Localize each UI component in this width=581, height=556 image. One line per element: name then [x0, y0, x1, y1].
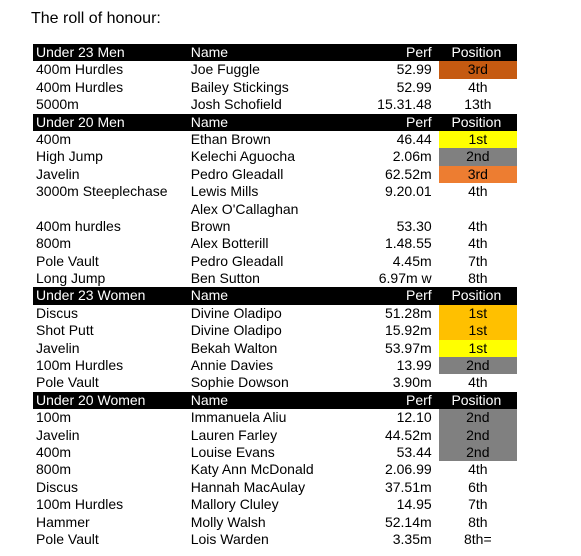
table-row [33, 183, 517, 200]
table-row [33, 461, 517, 478]
athlete-name-cell: Immanuela Aliu [190, 409, 287, 426]
performance-cell: 3.90m [392, 374, 432, 391]
page-title: The roll of honour: [31, 10, 161, 27]
event-cell: Javelin [36, 426, 80, 443]
event-cell: Javelin [36, 165, 80, 182]
table-row [33, 61, 517, 78]
table-row [33, 427, 517, 444]
event-cell: 400m Hurdles [36, 61, 124, 78]
event-cell: Hammer [36, 513, 90, 530]
performance-cell: 14.95 [396, 496, 432, 513]
event-cell: 400m [36, 130, 72, 147]
column-header-perf: Perf [406, 287, 432, 304]
table-row [33, 531, 517, 548]
table-row [33, 322, 517, 339]
athlete-name-cell: Molly Walsh [190, 513, 266, 530]
event-cell: 100m [36, 409, 72, 426]
position-cell: 3rd [439, 166, 517, 183]
event-cell: 3000m Steeplechase [36, 183, 168, 200]
athlete-name-cell: Pedro Gleadall [190, 165, 284, 182]
performance-cell: 6.97m w [378, 270, 432, 287]
event-cell: Pole Vault [36, 530, 99, 547]
performance-cell: 15.92m [384, 322, 432, 339]
event-cell: Long Jump [36, 270, 106, 287]
position-cell: 2nd [439, 357, 517, 374]
position-cell: 6th [468, 478, 488, 495]
table-row [33, 148, 517, 165]
position-cell: 2nd [439, 427, 517, 444]
performance-cell: 53.44 [396, 444, 432, 460]
column-header-perf: Perf [406, 391, 432, 408]
section-title: Under 23 Men [36, 44, 125, 60]
athlete-name-cell: Ben Sutton [190, 270, 260, 287]
table-row [33, 253, 517, 270]
position-cell: 1st [439, 131, 517, 148]
position-cell: 1st [439, 322, 517, 339]
performance-cell: 15.31.48 [377, 96, 432, 113]
position-cell: 4th [468, 78, 488, 95]
table-row [33, 357, 517, 374]
performance-cell: 62.52m [384, 165, 432, 182]
position-cell: 4th [468, 461, 488, 478]
column-header-position: Position [451, 44, 502, 60]
athlete-name-cell: Lewis Mills [190, 183, 259, 200]
section-header [33, 392, 517, 409]
column-header-position: Position [451, 113, 502, 130]
performance-cell: 44.52m [384, 426, 432, 443]
athlete-name-cell: Alex Botterill [190, 235, 269, 252]
athlete-name-cell: Hannah MacAulay [190, 478, 306, 495]
performance-cell: 2.06.99 [384, 461, 432, 478]
athlete-name-cell: Pedro Gleadall [190, 252, 284, 269]
column-header-perf: Perf [406, 44, 432, 60]
column-header-name: Name [190, 113, 229, 130]
position-cell: 2nd [439, 409, 517, 426]
section-header [33, 287, 517, 304]
event-cell: 400m Hurdles [36, 78, 124, 95]
table-row [33, 270, 517, 287]
athlete-name-cell: Louise Evans [190, 444, 275, 460]
position-cell: 4th [468, 217, 488, 234]
event-cell: 100m Hurdles [36, 357, 124, 374]
table-row [33, 444, 517, 461]
column-header-position: Position [451, 391, 502, 408]
event-cell: Pole Vault [36, 374, 99, 391]
performance-cell: 3.35m [392, 530, 432, 547]
performance-cell: 12.10 [396, 409, 432, 426]
table-row [33, 479, 517, 496]
table-row [33, 235, 517, 252]
position-cell: 13th [464, 96, 492, 113]
table-row [33, 496, 517, 513]
performance-cell: 52.99 [396, 78, 432, 95]
position-cell: 8th [468, 513, 488, 530]
event-cell: Shot Putt [36, 322, 94, 339]
performance-cell: 2.06m [392, 148, 432, 165]
athlete-name-cell: Lauren Farley [190, 426, 278, 443]
table-row [33, 409, 517, 426]
athlete-name-cell: Lois Warden [190, 530, 269, 547]
position-cell: 3rd [439, 61, 517, 78]
performance-cell: 53.97m [384, 339, 432, 356]
event-cell: 100m Hurdles [36, 496, 124, 513]
position-cell: 1st [439, 305, 517, 322]
event-cell: Discus [36, 478, 79, 495]
position-cell: 4th [468, 374, 488, 391]
event-cell: 400m hurdles [36, 217, 121, 234]
athlete-name-line2: Brown [190, 217, 231, 234]
athlete-name-cell: Ethan Brown [190, 130, 271, 147]
event-cell: 5000m [36, 96, 79, 113]
table-row [33, 340, 517, 357]
performance-cell: 1.48.55 [384, 235, 432, 252]
event-cell: Pole Vault [36, 252, 99, 269]
performance-cell: 53.30 [396, 217, 432, 234]
athlete-name-cell [191, 201, 367, 236]
column-header-perf: Perf [406, 113, 432, 130]
performance-cell: 46.44 [396, 130, 432, 147]
athlete-name-cell: Bekah Walton [190, 339, 278, 356]
table-row [33, 201, 517, 236]
athlete-name-cell: Bailey Stickings [190, 78, 289, 95]
event-cell: 800m [36, 235, 72, 252]
athlete-name-line1: Alex O'Callaghan [190, 200, 299, 217]
position-cell: 8th= [464, 530, 492, 547]
section-title: Under 23 Women [36, 287, 146, 304]
event-cell: High Jump [36, 148, 103, 165]
position-cell: 4th [468, 183, 488, 200]
section-header [33, 44, 517, 61]
athlete-name-cell: Katy Ann McDonald [190, 461, 314, 478]
performance-cell: 9.20.01 [384, 183, 432, 200]
table-row [33, 166, 517, 183]
table-row [33, 96, 517, 113]
athlete-name-cell: Annie Davies [190, 357, 274, 374]
section-title: Under 20 Women [36, 391, 146, 408]
position-cell: 1st [439, 340, 517, 357]
table-row [33, 374, 517, 391]
position-cell: 2nd [439, 444, 517, 461]
honours-table [33, 44, 517, 548]
athlete-name-cell: Mallory Cluley [190, 496, 279, 513]
athlete-name-cell: Joe Fuggle [190, 61, 260, 78]
athlete-name-cell: Kelechi Aguocha [190, 148, 295, 165]
column-header-position: Position [451, 287, 502, 304]
performance-cell: 52.99 [396, 61, 432, 78]
performance-cell: 51.28m [384, 304, 432, 321]
athlete-name-cell: Divine Oladipo [190, 322, 282, 339]
performance-cell: 52.14m [384, 513, 432, 530]
position-cell: 7th [468, 252, 488, 269]
performance-cell: 4.45m [392, 252, 432, 269]
column-header-name: Name [190, 44, 229, 60]
table-row [33, 514, 517, 531]
event-cell: Discus [36, 304, 79, 321]
table-row [33, 305, 517, 322]
section-header [33, 114, 517, 131]
athlete-name-cell: Sophie Dowson [190, 374, 289, 391]
position-cell: 4th [468, 235, 488, 252]
column-header-name: Name [190, 391, 229, 408]
position-cell: 8th [468, 270, 488, 287]
section-title: Under 20 Men [36, 113, 125, 130]
table-row [33, 79, 517, 96]
athlete-name-cell: Josh Schofield [190, 96, 282, 113]
event-cell: Javelin [36, 339, 80, 356]
performance-cell: 13.99 [396, 357, 432, 374]
column-header-name: Name [190, 287, 229, 304]
table-row [33, 131, 517, 148]
position-cell: 7th [468, 496, 488, 513]
performance-cell: 37.51m [384, 478, 432, 495]
position-cell: 2nd [439, 148, 517, 165]
athlete-name-cell: Divine Oladipo [190, 304, 282, 321]
event-cell: 800m [36, 461, 72, 478]
event-cell: 400m [36, 444, 72, 460]
